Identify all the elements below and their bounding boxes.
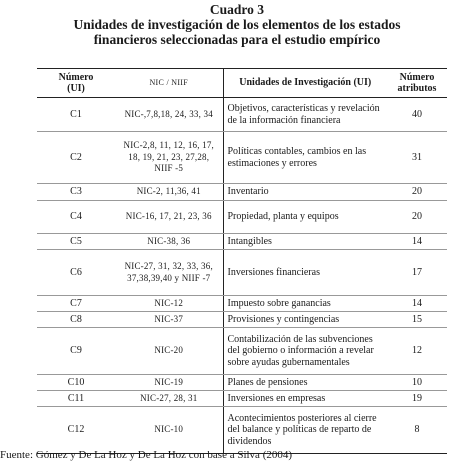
table-row — [37, 98, 447, 132]
row-attributes-cell: 14 — [387, 234, 447, 250]
research-units-table — [37, 68, 447, 454]
row-number-cell: C8 — [37, 312, 115, 328]
header-numero-ui — [37, 69, 115, 98]
row-nic-cell: NIC-37 — [115, 312, 223, 328]
table-row — [37, 201, 447, 234]
row-number-cell: C12 — [37, 407, 115, 454]
row-number-cell: C10 — [37, 375, 115, 391]
row-attributes-cell: 12 — [387, 328, 447, 375]
table-row — [37, 132, 447, 184]
table-row — [37, 312, 447, 328]
row-nic-cell: NIC-16, 17, 21, 23, 36 — [115, 201, 223, 234]
header-num-attributes — [387, 69, 447, 98]
table-row — [37, 328, 447, 375]
row-research-unit-cell: Impuesto sobre ganancias — [223, 296, 387, 312]
row-research-unit-cell: Inventario — [223, 184, 387, 201]
row-number-cell: C1 — [37, 98, 115, 132]
row-number-cell: C9 — [37, 328, 115, 375]
row-number-cell: C4 — [37, 201, 115, 234]
row-research-unit-cell: Inversiones en empresas — [223, 391, 387, 407]
row-attributes-cell: 19 — [387, 391, 447, 407]
row-research-unit-cell: Políticas contables, cambios en las estimaciones y errores — [223, 132, 387, 184]
row-attributes-cell: 40 — [387, 98, 447, 132]
row-attributes-cell: 10 — [387, 375, 447, 391]
row-research-unit-cell: Objetivos, características y revelación de la información financiera — [223, 98, 387, 132]
row-attributes-cell: 20 — [387, 184, 447, 201]
row-attributes-cell: 17 — [387, 250, 447, 296]
table-title-line-1: Unidades de investigación de los elementos de los estados — [73, 17, 401, 32]
row-number-cell: C3 — [37, 184, 115, 201]
table-row — [37, 296, 447, 312]
row-attributes-cell: 15 — [387, 312, 447, 328]
table-row — [37, 391, 447, 407]
row-research-unit-cell: Contabilización de las subvenciones del gobierno o información a revelar sobre ayudas gubernamentales — [223, 328, 387, 375]
row-research-unit-cell: Inversiones financieras — [223, 250, 387, 296]
row-number-cell: C11 — [37, 391, 115, 407]
row-nic-cell: NIC-27, 31, 32, 33, 36, 37,38,39,40 y NIIF -7 — [115, 250, 223, 296]
header-research-units: Unidades de Investigación (UI) — [223, 69, 387, 98]
header-nic-niif: NIC / NIIF — [115, 69, 223, 98]
table-caption-label: Cuadro 3 — [209, 2, 265, 17]
row-nic-cell: NIC-12 — [115, 296, 223, 312]
row-research-unit-cell: Planes de pensiones — [223, 375, 387, 391]
row-attributes-cell: 31 — [387, 132, 447, 184]
row-attributes-cell: 8 — [387, 407, 447, 454]
row-nic-cell: NIC-,7,8,18, 24, 33, 34 — [115, 98, 223, 132]
row-number-cell: C6 — [37, 250, 115, 296]
row-nic-cell: NIC-10 — [115, 407, 223, 454]
row-nic-cell: NIC-2, 11,36, 41 — [115, 184, 223, 201]
table-title-line-2: financieros seleccionadas para el estudio empírico — [93, 32, 381, 47]
row-research-unit-cell: Provisiones y contingencias — [223, 312, 387, 328]
header-attr-line1: Número — [399, 71, 435, 83]
table-row — [37, 184, 447, 201]
table-header-row — [37, 69, 447, 98]
row-research-unit-cell: Intangibles — [223, 234, 387, 250]
row-research-unit-cell: Acontecimientos posteriores al cierre del balance y políticas de reparto de dividendos — [223, 407, 387, 454]
row-nic-cell: NIC-38, 36 — [115, 234, 223, 250]
row-number-cell: C7 — [37, 296, 115, 312]
row-attributes-cell: 20 — [387, 201, 447, 234]
row-number-cell: C5 — [37, 234, 115, 250]
row-nic-cell: NIC-19 — [115, 375, 223, 391]
source-note: Fuente: Gómez y De La Hoz y De La Hoz con base a Silva (2004) — [0, 449, 293, 461]
table-row — [37, 375, 447, 391]
table-row — [37, 234, 447, 250]
table-row — [37, 250, 447, 296]
row-number-cell: C2 — [37, 132, 115, 184]
row-research-unit-cell: Propiedad, planta y equipos — [223, 201, 387, 234]
row-nic-cell: NIC-20 — [115, 328, 223, 375]
row-nic-cell: NIC-2,8, 11, 12, 16, 17, 18, 19, 21, 23, 27,28, NIIF -5 — [115, 132, 223, 184]
header-numero-text: Número — [58, 71, 94, 83]
row-attributes-cell: 14 — [387, 296, 447, 312]
table-row — [37, 407, 447, 454]
row-nic-cell: NIC-27, 28, 31 — [115, 391, 223, 407]
header-attr-line2: atributos — [397, 83, 437, 94]
header-ui-text: (UI) — [67, 83, 85, 94]
